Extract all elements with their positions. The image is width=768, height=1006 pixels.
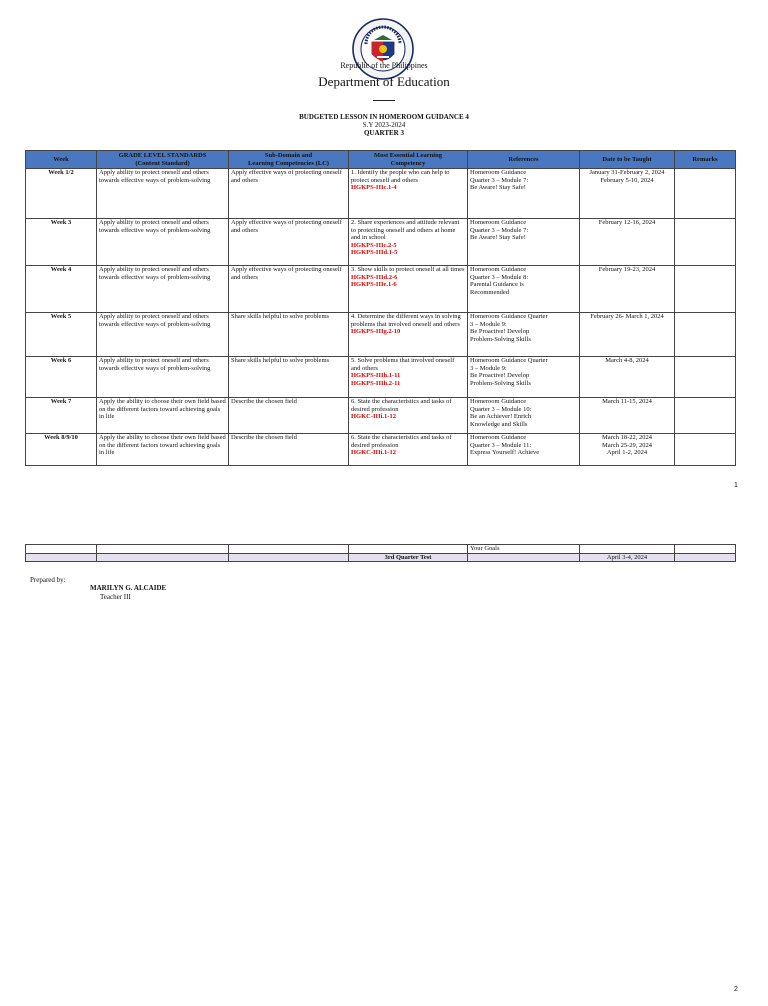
reference-line: Problem-Solving Skills xyxy=(470,335,531,343)
table-row xyxy=(26,545,736,554)
standard-text: Apply the ability to choose their own field based on the different factors toward achieving goals in life xyxy=(99,434,226,457)
melc-code: HGKPS-IIIh.1-11 xyxy=(351,372,401,380)
header-standards: GRADE LEVEL STANDARDS (Content Standard) xyxy=(97,151,229,169)
remarks-cell xyxy=(675,313,736,357)
subdomain-text: Describe the chosen field xyxy=(231,398,297,405)
republic-text: Republic of the Philippines xyxy=(340,61,428,70)
reference-line: Homeroom Guidance Quarter xyxy=(470,357,548,364)
table-row xyxy=(26,398,736,434)
preparer-position: Teacher III xyxy=(100,593,131,601)
subdomain-cell xyxy=(229,313,349,357)
reference-line: Be Aware! Stay Safe! xyxy=(470,234,526,242)
remarks-cell xyxy=(675,398,736,434)
subdomain-cell xyxy=(229,169,349,219)
week-label: Week 1/2 xyxy=(48,169,74,176)
melc-code: HGKC-IIIi.1-12 xyxy=(351,413,396,421)
table-row xyxy=(26,357,736,398)
week-cell xyxy=(26,219,97,266)
melc-text: 5. Solve problems that involved oneself and others xyxy=(351,357,455,372)
continuation-table xyxy=(25,544,736,562)
melc-code: HGKPS-IIIg.2-10 xyxy=(351,328,401,336)
date-line: February 26- March 1, 2024 xyxy=(590,313,664,320)
subdomain-text: Apply effective ways of protecting oneself and others xyxy=(231,169,342,184)
reference-line: Quarter 3 – Module 7: xyxy=(470,226,529,234)
header-melc: Most Essential Learning Competency xyxy=(349,151,468,169)
date-line: February 12-16, 2024 xyxy=(598,219,656,226)
document-titles xyxy=(0,113,768,137)
week-label: Week 7 xyxy=(50,398,72,405)
date-cell xyxy=(580,219,675,266)
melc-code: HGKPS-IIIc.1-4 xyxy=(351,184,397,192)
references-cell: Your Goals xyxy=(468,545,580,554)
subdomain-cell xyxy=(229,219,349,266)
melc-cell xyxy=(349,219,468,266)
melc-code: HGKPS-IIIh.2-11 xyxy=(351,379,401,387)
subdomain-cell xyxy=(229,266,349,313)
subdomain-text: Apply effective ways of protecting oneself and others xyxy=(231,266,342,281)
reference-line: Homeroom Guidance xyxy=(470,219,527,226)
page-number-1: 1 xyxy=(734,482,738,489)
remarks-cell xyxy=(675,434,736,466)
table-row xyxy=(26,266,736,313)
references-cell xyxy=(468,219,580,266)
divider xyxy=(373,100,395,101)
header-date: Date to be Taught xyxy=(580,151,675,169)
references-cell xyxy=(468,313,580,357)
week-cell xyxy=(26,266,97,313)
melc-text: 6. State the characteristics and tasks of desired profession xyxy=(351,398,452,413)
subdomain-text: Apply effective ways of protecting oneself and others xyxy=(231,219,342,234)
reference-line: Homeroom Guidance xyxy=(470,434,527,441)
date-line: March 4-8, 2024 xyxy=(605,357,649,364)
remarks-cell xyxy=(675,266,736,313)
table-row xyxy=(26,219,736,266)
subdomain-cell xyxy=(229,357,349,398)
prepared-by-label: Prepared by: xyxy=(30,576,66,584)
table-row xyxy=(26,553,736,562)
reference-line: 3 – Module 9: xyxy=(470,320,507,328)
header-subdomain: Sub-Domain and Learning Competencies (LC) xyxy=(229,151,349,169)
deped-seal-logo xyxy=(352,18,414,80)
reference-line: Recommended xyxy=(470,288,509,296)
table-header-row xyxy=(26,151,736,169)
references-cell xyxy=(468,266,580,313)
references-cell xyxy=(468,357,580,398)
week-cell xyxy=(26,313,97,357)
week-cell xyxy=(26,434,97,466)
date-line: March 11-15, 2024 xyxy=(602,398,652,405)
week-cell xyxy=(26,169,97,219)
quarter-test-date: April 3-4, 2024 xyxy=(580,553,675,562)
melc-cell xyxy=(349,434,468,466)
melc-cell xyxy=(349,169,468,219)
reference-line: Problem-Solving Skills xyxy=(470,379,531,387)
week-cell xyxy=(26,398,97,434)
reference-line: Quarter 3 – Module 11: xyxy=(470,441,532,449)
table-row xyxy=(26,169,736,219)
date-cell xyxy=(580,398,675,434)
subdomain-text: Describe the chosen field xyxy=(231,434,297,441)
standard-cell xyxy=(97,266,229,313)
remarks-cell xyxy=(675,219,736,266)
quarter-test-label: 3rd Quarter Test xyxy=(349,553,468,562)
standard-text: Apply ability to protect oneself and others towards effective ways of problem-solving xyxy=(99,169,211,184)
date-cell xyxy=(580,357,675,398)
week-label: Week 3 xyxy=(50,219,72,226)
melc-code: HGKPS-IIId.1-5 xyxy=(351,249,398,257)
reference-line: Be Proactive! Develop xyxy=(470,328,530,336)
standard-cell xyxy=(97,357,229,398)
standard-text: Apply ability to protect oneself and others towards effective ways of problem-solving xyxy=(99,219,211,234)
subdomain-cell xyxy=(229,434,349,466)
standard-cell xyxy=(97,398,229,434)
school-year: S.Y 2023-2024 xyxy=(362,121,406,129)
subdomain-text: Share skills helpful to solve problems xyxy=(231,357,330,364)
melc-text: 3. Show skills to protect oneself at all times xyxy=(351,266,465,273)
date-line: February 5-10, 2024 xyxy=(600,176,654,184)
date-cell xyxy=(580,434,675,466)
week-cell xyxy=(26,357,97,398)
standard-text: Apply ability to protect oneself and others towards effective ways of problem-solving xyxy=(99,266,211,281)
reference-line: 3 – Module 9: xyxy=(470,364,507,372)
melc-cell xyxy=(349,398,468,434)
reference-line: Parental Guidance is xyxy=(470,281,524,289)
reference-line: Homeroom Guidance xyxy=(470,266,527,273)
reference-line: Homeroom Guidance xyxy=(470,398,527,405)
date-cell xyxy=(580,313,675,357)
date-line: March 25-29, 2024 xyxy=(601,441,652,449)
reference-line: Be Aware! Stay Safe! xyxy=(470,184,526,192)
preparer-name: MARILYN G. ALCAIDE xyxy=(90,584,167,592)
reference-line: Homeroom Guidance xyxy=(470,169,527,176)
date-cell xyxy=(580,266,675,313)
standard-cell xyxy=(97,434,229,466)
page-number-2: 2 xyxy=(734,986,738,993)
reference-line: Homeroom Guidance Quarter xyxy=(470,313,548,320)
reference-line: Be an Achiever! Enrich xyxy=(470,413,532,421)
week-label: Week 5 xyxy=(50,313,72,320)
melc-code: HGKC-IIIi.1-12 xyxy=(351,449,396,457)
melc-text: 1. Identify the people who can help to protect oneself and others xyxy=(351,169,450,184)
references-cell xyxy=(468,434,580,466)
week-label: Week 4 xyxy=(50,266,72,273)
reference-line: Express Yourself! Achieve xyxy=(470,449,540,457)
subdomain-cell xyxy=(229,398,349,434)
standard-cell xyxy=(97,169,229,219)
standard-text: Apply the ability to choose their own field based on the different factors toward achieving goals in life xyxy=(99,398,226,421)
standard-text: Apply ability to protect oneself and others towards effective ways of problem-solving xyxy=(99,313,211,328)
melc-cell xyxy=(349,266,468,313)
melc-code: HGKPS-IIIe.1-6 xyxy=(351,281,397,289)
melc-text: 6. State the characteristics and tasks of desired profession xyxy=(351,434,452,449)
standard-cell xyxy=(97,219,229,266)
date-line: January 31-February 2, 2024 xyxy=(589,169,665,176)
header-week: Week xyxy=(26,151,97,169)
references-cell xyxy=(468,169,580,219)
date-line: April 1-2, 2024 xyxy=(606,449,648,457)
remarks-cell xyxy=(675,357,736,398)
melc-text: 2. Share experiences and attitude relevant to protecting oneself and others at home and in school xyxy=(351,219,460,242)
melc-code: HGKPS-IIId.2-6 xyxy=(351,273,398,281)
document-title: BUDGETED LESSON IN HOMEROOM GUIDANCE 4 xyxy=(299,113,469,121)
melc-cell xyxy=(349,313,468,357)
quarter-label: QUARTER 3 xyxy=(363,129,404,137)
melc-cell xyxy=(349,357,468,398)
reference-line: Knowledge and Skills xyxy=(470,420,528,428)
budgeted-lesson-table xyxy=(25,150,736,466)
header-references: References xyxy=(468,151,580,169)
table-row xyxy=(26,313,736,357)
melc-text: 4. Determine the different ways in solving problems that involved oneself and others xyxy=(351,313,461,328)
date-cell xyxy=(580,169,675,219)
table-row xyxy=(26,434,736,466)
reference-line: Quarter 3 – Module 8: xyxy=(470,273,529,281)
date-line: February 19-23, 2024 xyxy=(598,266,656,273)
standard-text: Apply ability to protect oneself and others towards effective ways of problem-solving xyxy=(99,357,211,372)
remarks-cell xyxy=(675,169,736,219)
header-remarks: Remarks xyxy=(675,151,736,169)
date-line: March 18-22, 2024 xyxy=(601,434,652,441)
melc-code: HGKPS-IIIc.2-5 xyxy=(351,241,397,249)
reference-line: Quarter 3 – Module 7: xyxy=(470,176,529,184)
standard-cell xyxy=(97,313,229,357)
subdomain-text: Share skills helpful to solve problems xyxy=(231,313,330,320)
references-cell xyxy=(468,398,580,434)
week-label: Week 8/9/10 xyxy=(44,434,78,441)
reference-line: Be Proactive! Develop xyxy=(470,372,530,380)
department-name: Department of Education xyxy=(318,74,450,89)
reference-line: Quarter 3 – Module 10: xyxy=(470,405,532,413)
week-label: Week 6 xyxy=(50,357,72,364)
